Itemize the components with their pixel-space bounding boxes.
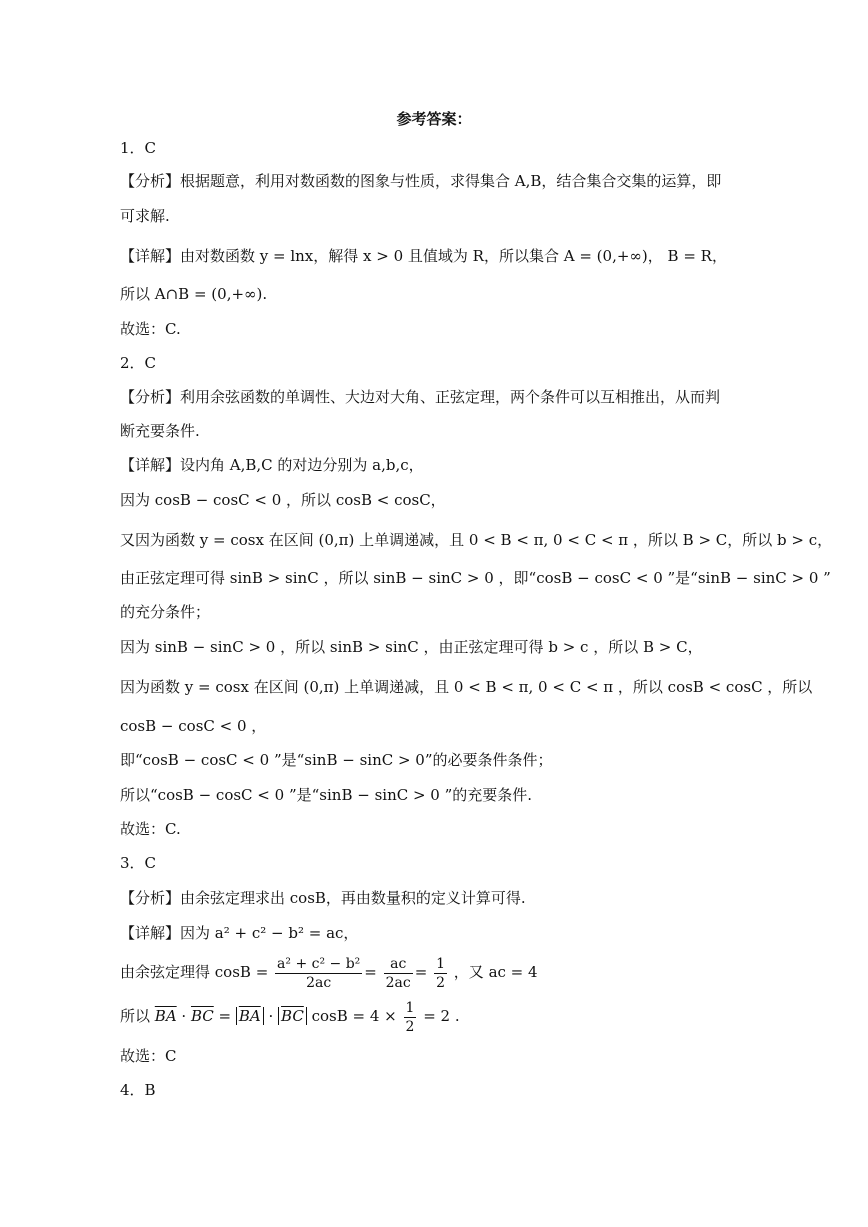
q2-detail-line5: 的充分条件；	[120, 603, 211, 621]
q3-dot-prefix: 所以	[120, 1007, 151, 1025]
q3-fraction-2	[384, 955, 413, 992]
q3-fraction-1	[275, 955, 362, 992]
q1-answer: 故选：C.	[120, 320, 181, 338]
q3-fraction-4-numerator: 1	[405, 999, 415, 1016]
vector-bc: $\overline{BC}$	[190, 1007, 214, 1025]
q3-number: 3．C	[120, 854, 157, 872]
page-title: 参考答案：	[396, 110, 472, 128]
q2-detail-line1: 【详解】设内角 A,B,C 的对边分别为 a,b,c，	[120, 456, 424, 474]
q3-detail-line1: 【详解】因为 a² + c² − b² = ac，	[120, 924, 359, 942]
q3-answer: 故选：C	[120, 1047, 177, 1065]
q1-analysis-line2: 可求解.	[120, 207, 170, 225]
vector-ba: $\overline{BA}$	[154, 1007, 177, 1025]
q1-analysis-line1: 【分析】根据题意，利用对数函数的图象与性质，求得集合 A,B，结合集合交集的运算，即	[120, 172, 722, 190]
q2-analysis-line2: 断充要条件.	[120, 422, 200, 440]
q2-detail-line3: 又因为函数 y = cosx 在区间 (0,π) 上单调递减，且 0 < B < π, 0 < C < π ，所以 B > C，所以 b > c，	[120, 531, 833, 549]
q3-fraction-2-numerator: ac	[384, 955, 413, 974]
q2-detail-line6: 因为 sinB − sinC > 0 ，所以 sinB > sinC ，由正弦定理可得 b > c ，所以 B > C，	[120, 638, 703, 656]
q1-detail-line1: 【详解】由对数函数 y = lnx，解得 x > 0 且值域为 R，所以集合 A = (0,+∞)， B = R，	[120, 247, 727, 265]
q2-detail-line2: 因为 cosB − cosC < 0 ，所以 cosB < cosC，	[120, 491, 446, 509]
q1-detail-line2: 所以 A∩B = (0,+∞).	[120, 285, 268, 303]
q3-fraction-4	[404, 999, 417, 1036]
abs-vector-bc-label: $\overline{BC}$	[281, 1007, 304, 1025]
q3-fraction-3-numerator: 1	[436, 955, 446, 972]
q2-number: 2．C	[120, 354, 157, 372]
abs-vector-ba	[236, 1007, 264, 1025]
q3-analysis: 【分析】由余弦定理求出 cosB，再由数量积的定义计算可得.	[120, 889, 526, 907]
q3-fraction-4-denominator: 2	[405, 1018, 415, 1035]
q4-number: 4．B	[120, 1081, 156, 1099]
q2-detail-line8: cosB − cosC < 0 ，	[120, 717, 267, 735]
q1-number: 1．C	[120, 139, 157, 157]
q2-detail-line7: 因为函数 y = cosx 在区间 (0,π) 上单调递减，且 0 < B < π, 0 < C < π ，所以 cosB < cosC ，所以	[120, 678, 813, 696]
q3-cosine-equation: 由余弦定理得 cosB = $\frac{\text{a² + c² − b²}}{2ac}$ = $\frac{ac}{2ac}$ = $\frac{1}{2}$ ，又 ac = 4	[120, 955, 538, 991]
q3-fraction-3-denominator: 2	[436, 974, 446, 991]
q3-fraction-2-denominator: 2ac	[385, 974, 411, 991]
abs-vector-bc	[278, 1007, 307, 1025]
q2-answer: 故选：C.	[120, 820, 181, 838]
q3-dot-end: = 2 .	[423, 1007, 460, 1025]
q2-detail-line4: 由正弦定理可得 sinB > sinC ，所以 sinB − sinC > 0 ，即“cosB − cosC < 0 ”是“sinB − sinC > 0 ”	[120, 569, 831, 587]
q3-fraction-3	[434, 955, 447, 992]
q3-fraction-1-denominator: 2ac	[306, 974, 332, 991]
q3-fraction-1-numerator: a² + c² − b²	[277, 955, 361, 972]
q2-analysis-line1: 【分析】利用余弦函数的单调性、大边对大角、正弦定理，两个条件可以互相推出，从而判	[120, 388, 721, 406]
abs-vector-ba-label: $\overline{BA}$	[238, 1007, 261, 1025]
q3-eq-prefix: 由余弦定理得 cosB =	[120, 963, 269, 981]
q2-detail-line10: 所以“cosB − cosC < 0 ”是“sinB − sinC > 0 ”的充要条件.	[120, 786, 533, 804]
q3-dot-mid: cosB = 4 ×	[311, 1007, 397, 1025]
q2-detail-line9: 即“cosB − cosC < 0 ”是“sinB − sinC > 0”的必要条件条件；	[120, 751, 553, 769]
q3-dot-product-equation: 所以 $\overline{BA} \cdot \overline{BC} = \overline{BA} \cdot \overline{BC}$ cosB = 4 × $\frac{1}{2}$ = 2 .	[120, 999, 460, 1035]
q3-eq-suffix: ，又 ac = 4	[453, 963, 538, 981]
